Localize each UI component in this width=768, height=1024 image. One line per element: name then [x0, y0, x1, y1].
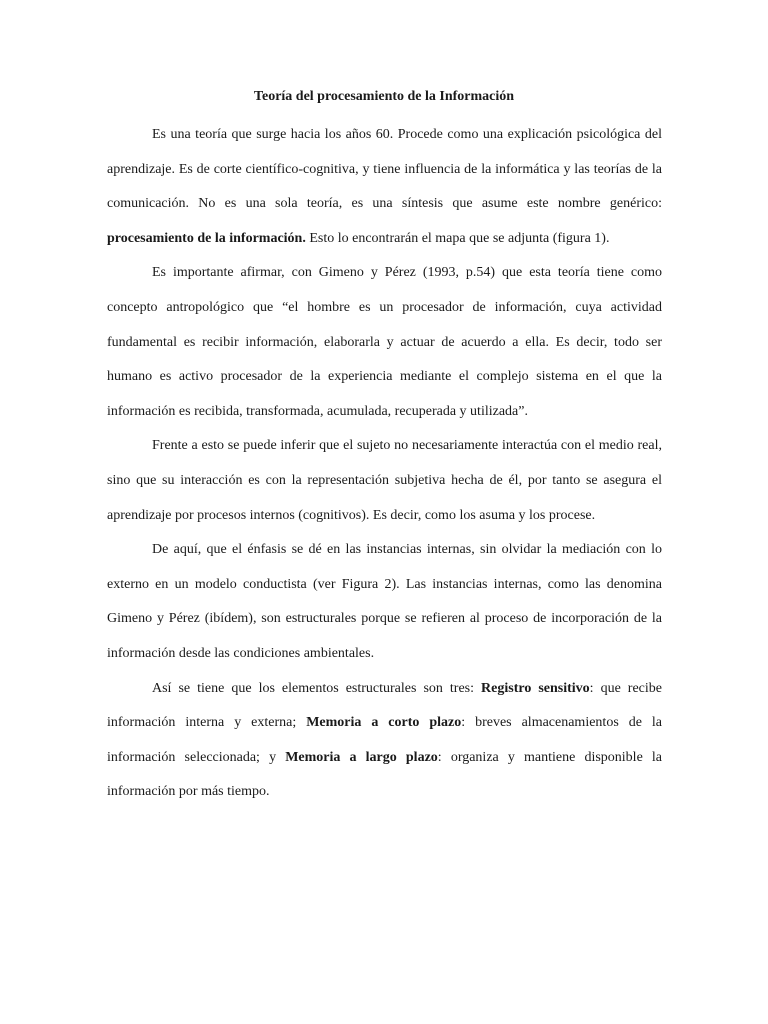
- paragraph-1: [107, 118, 662, 256]
- paragraph-5: [107, 672, 662, 810]
- paragraph-5-text-a: Así se tiene que los elementos estructurales son tres:: [152, 680, 482, 696]
- term-registro-sensitivo: Registro sensitivo: [481, 680, 590, 696]
- paragraph-1-text-a: Es una teoría que surge hacia los años 60. Procede como una explicación psicológica del aprendizaje. Es de corte científico-cognitiva, y tiene influencia de la informática y las teorías de la comunicación. No es una sola teoría, es una síntesis que asume este nombre genérico:: [107, 127, 662, 212]
- document-title: Teoría del procesamiento de la Información: [253, 89, 515, 104]
- paragraph-1-bold-term: procesamiento de la información.: [107, 230, 306, 246]
- paragraph-5-text-e: : breves almacenamientos de la información seleccionada; y: [107, 715, 662, 765]
- document-body: [107, 118, 662, 810]
- paragraph-5-text-g: : organiza y mantiene disponible la información por más tiempo.: [107, 749, 663, 800]
- paragraph-4: De aquí, que el énfasis se dé en las instancias internas, sin olvidar la mediación con lo externo en un modelo conductista (ver Figura 2). Las instancias internas, como las denomina Gimeno y Pérez (ibídem), son estructurales porque se refieren al proceso de incorporación de la información desde las condiciones ambientales.: [107, 542, 662, 661]
- paragraph-5-text-c: : que recibe información interna y externa;: [107, 680, 662, 731]
- term-memoria-largo-plazo: Memoria a largo plazo: [285, 749, 438, 765]
- term-memoria-corto-plazo: Memoria a corto plazo: [306, 715, 462, 731]
- paragraph-2: Es importante afirmar, con Gimeno y Pérez (1993, p.54) que esta teoría tiene como concepto antropológico que “el hombre es un procesador de información, cuya actividad fundamental es recibir información, elaborarla y actuar de acuerdo a ella. Es decir, todo ser humano es activo procesador de la experiencia mediante el complejo sistema en el que la información es recibida, transformada, acumulada, recuperada y utilizada”.: [107, 265, 662, 419]
- paragraph-1-text-c: Esto lo encontrarán el mapa que se adjunta (figura 1).: [305, 230, 610, 246]
- paragraph-3: Frente a esto se puede inferir que el sujeto no necesariamente interactúa con el medio real, sino que su interacción es con la representación subjetiva hecha de él, por tanto se asegura el aprendizaje por procesos internos (cognitivos). Es decir, como los asuma y los procese.: [107, 438, 662, 523]
